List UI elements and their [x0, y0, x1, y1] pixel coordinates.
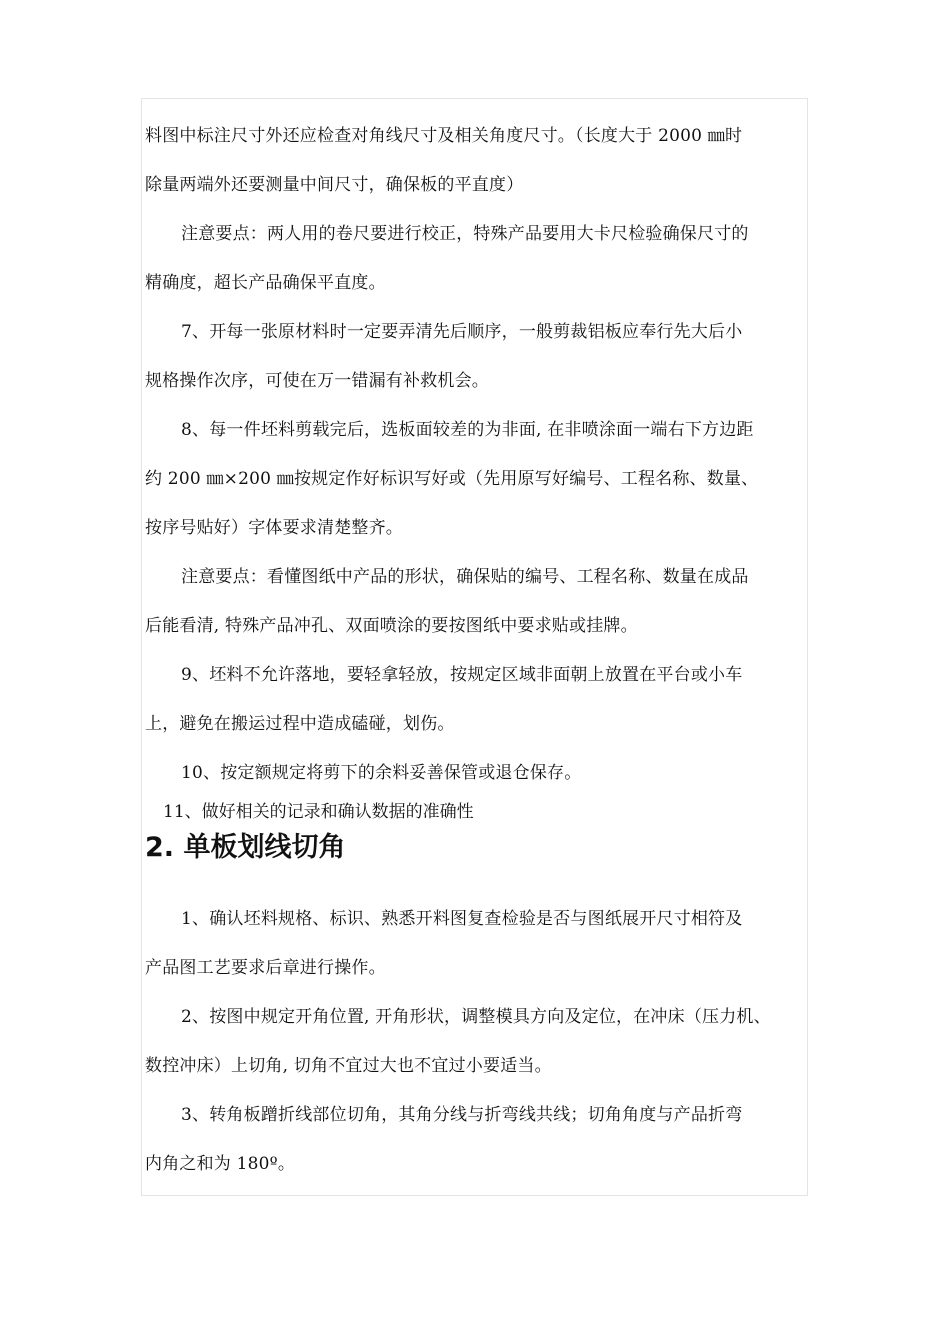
- step-7-line: 7、开每一张原材料时一定要弄清先后顺序，一般剪裁铝板应奉行先大后小: [181, 322, 743, 342]
- section-step-3-line: 内角之和为 180º。: [145, 1154, 296, 1174]
- paragraph-line: 除量两端外还要测量中间尺寸，确保板的平直度）: [145, 175, 524, 195]
- step-7-line: 规格操作次序，可使在万一错漏有补救机会。: [145, 371, 489, 391]
- section-step-3-line: 3、转角板蹭折线部位切角，其角分线与折弯线共线；切角角度与产品折弯: [181, 1105, 743, 1125]
- step-9-line: 上，避免在搬运过程中造成磕碰，划伤。: [145, 714, 455, 734]
- paragraph-line: 料图中标注尺寸外还应检查对角线尺寸及相关角度尺寸。（长度大于 2000 ㎜时: [145, 126, 743, 146]
- section-step-1-line: 1、确认坯料规格、标识、熟悉开料图复查检验是否与图纸展开尺寸相符及: [181, 909, 743, 929]
- note-line: 后能看清, 特殊产品冲孔、双面喷涂的要按图纸中要求贴或挂牌。: [145, 616, 638, 636]
- section-step-2-line: 数控冲床）上切角, 切角不宜过大也不宜过小要适当。: [145, 1056, 552, 1076]
- step-8-line: 约 200 ㎜×200 ㎜按规定作好标识写好或（先用原写好编号、工程名称、数量、: [145, 469, 759, 489]
- note-line: 精确度，超长产品确保平直度。: [145, 273, 386, 293]
- step-10-line: 10、按定额规定将剪下的余料妥善保管或退仓保存。: [181, 763, 582, 783]
- section-step-2-line: 2、按图中规定开角位置, 开角形状，调整模具方向及定位，在冲床（压力机、: [181, 1007, 771, 1027]
- step-9-line: 9、坯料不允许落地，要轻拿轻放，按规定区域非面朝上放置在平台或小车: [181, 665, 743, 685]
- step-8-line: 8、每一件坯料剪载完后，选板面较差的为非面, 在非喷涂面一端右下方边距: [181, 420, 754, 440]
- note-line: 注意要点：看懂图纸中产品的形状，确保贴的编号、工程名称、数量在成品: [181, 567, 749, 587]
- section-step-1-line: 产品图工艺要求后章进行操作。: [145, 958, 386, 978]
- document-body: [145, 112, 817, 1189]
- step-8-line: 按序号贴好）字体要求清楚整齐。: [145, 518, 403, 538]
- note-line: 注意要点：两人用的卷尺要进行校正，特殊产品要用大卡尺检验确保尺寸的: [181, 224, 749, 244]
- section-heading: 2. 单板划线切角: [145, 832, 346, 863]
- step-11-line: 11、做好相关的记录和确认数据的准确性: [163, 802, 474, 822]
